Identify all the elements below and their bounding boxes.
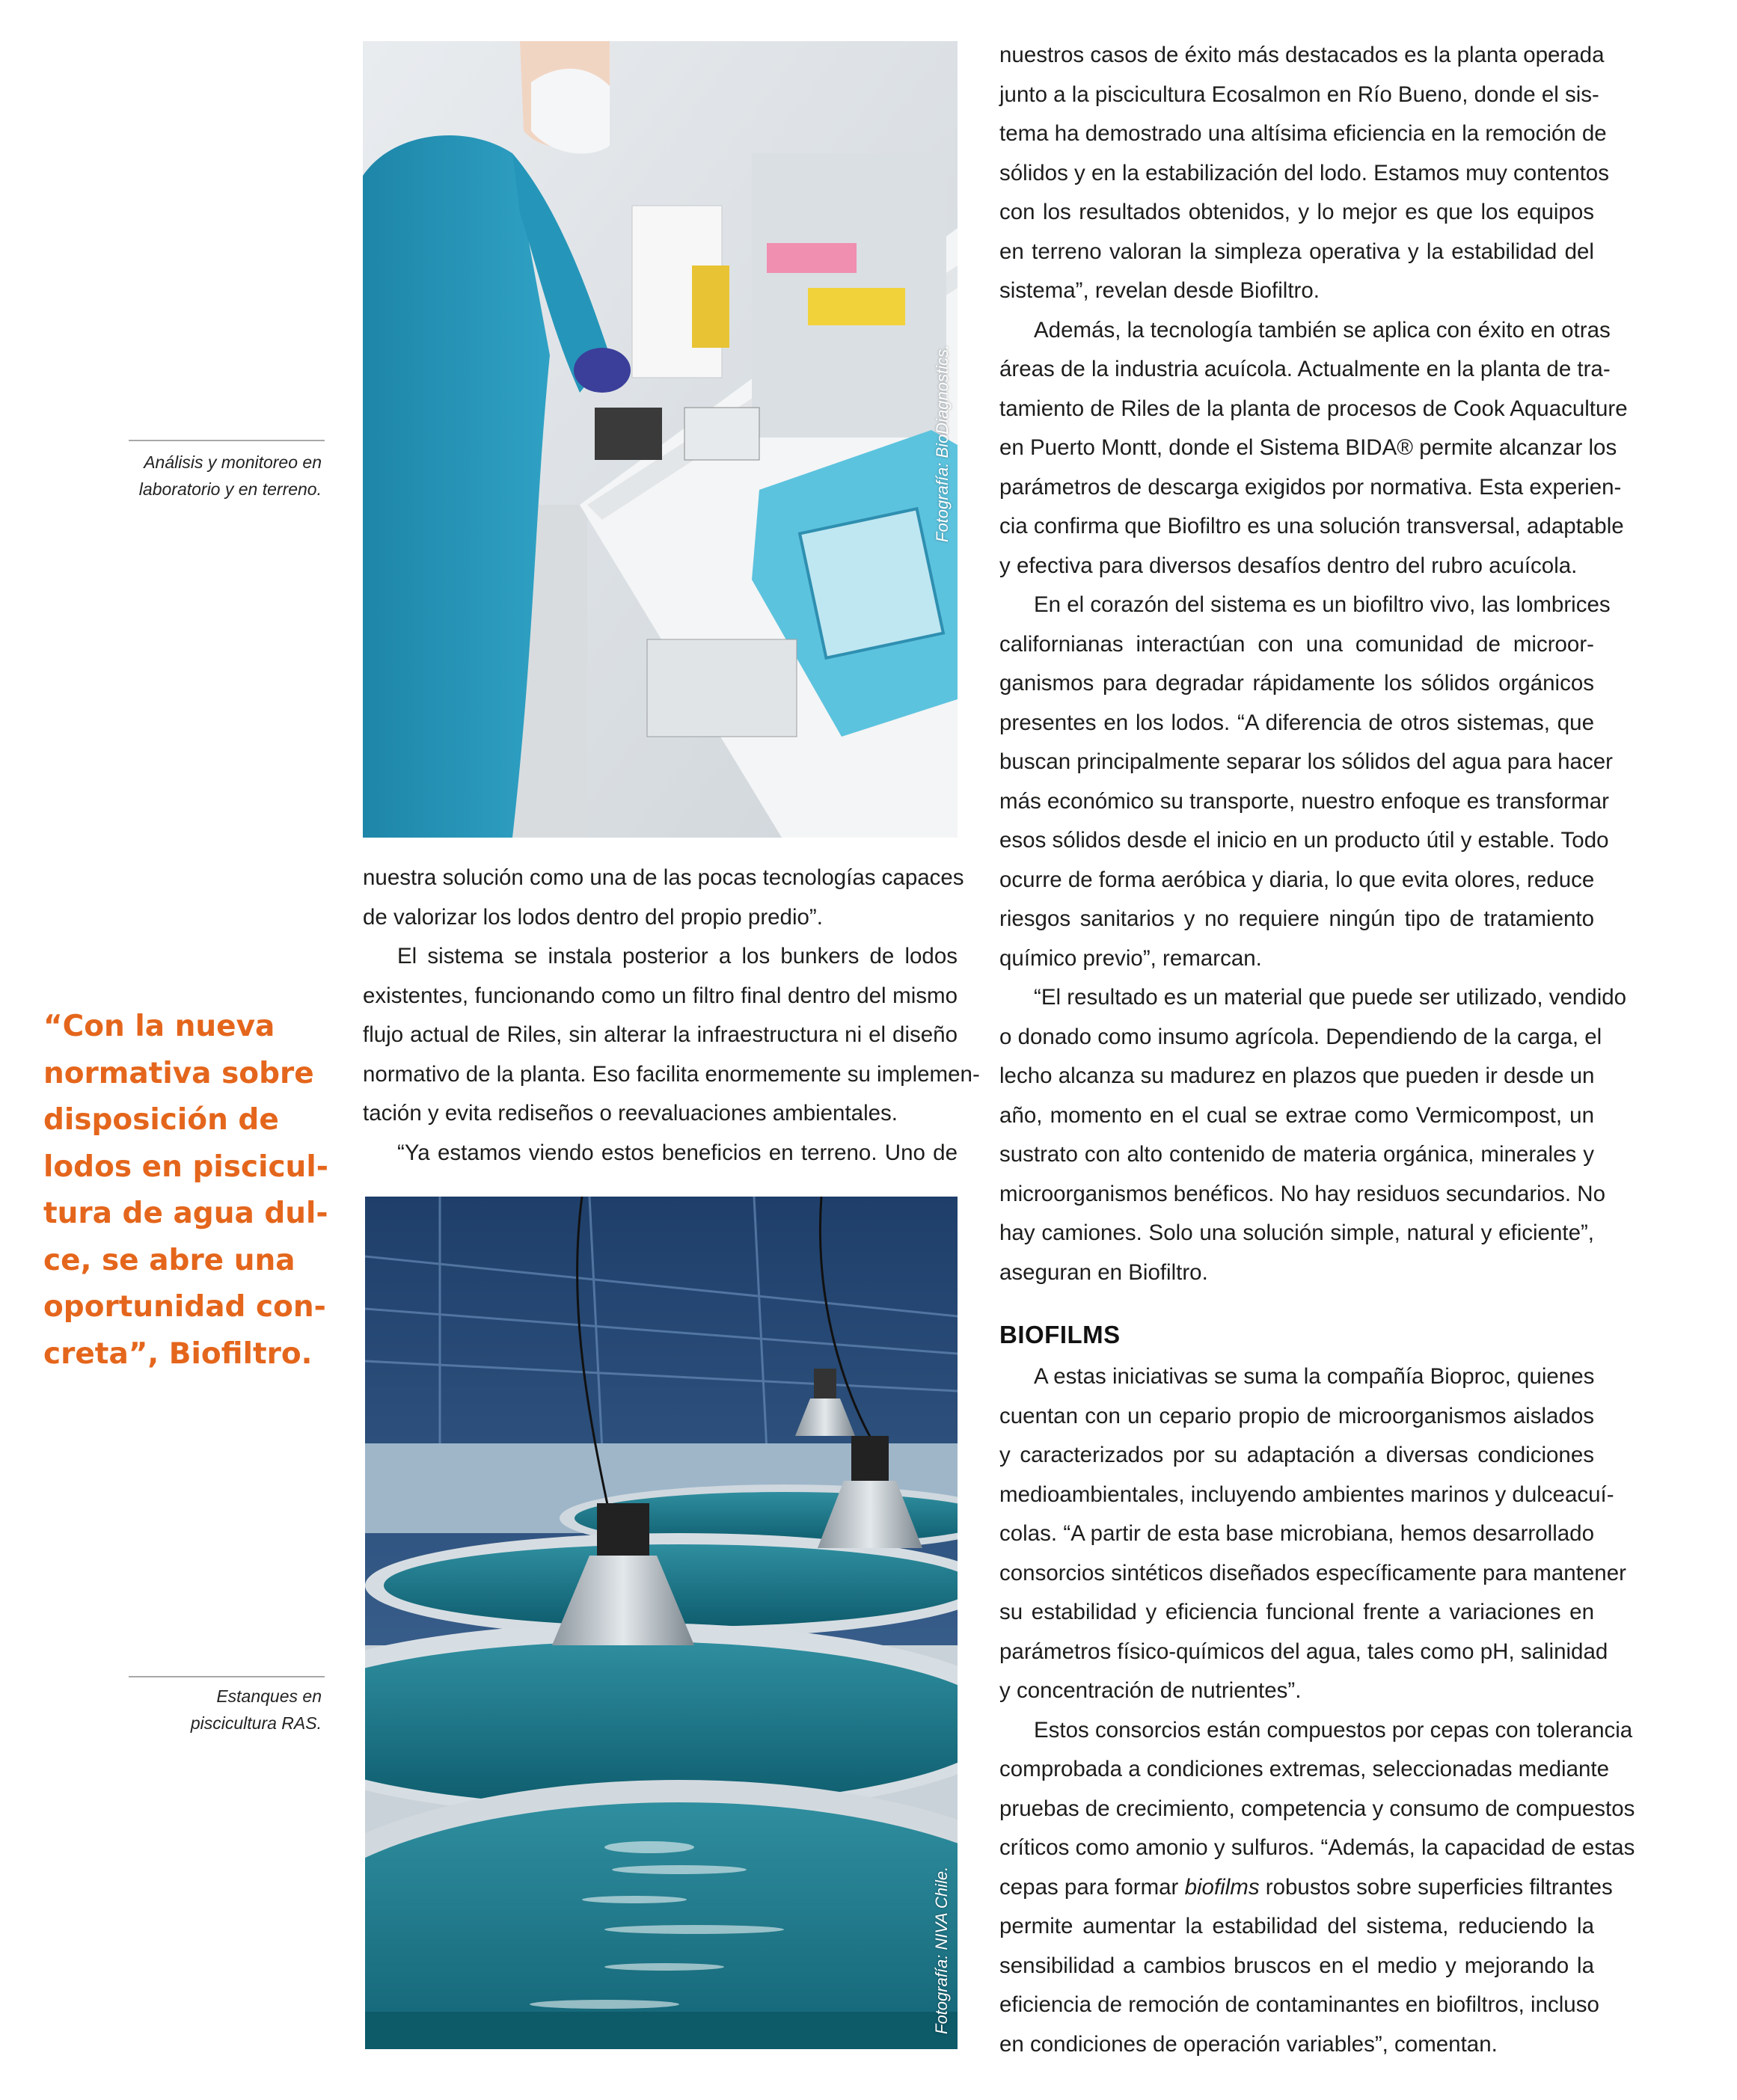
text-line: ganismos para degradar rápidamente los sólidos orgánicos [999,671,1594,696]
text-line: presentes en los lodos. “A diferencia de otros sistemas, que [999,710,1594,735]
ras-photo-illustration [365,1197,958,2049]
text-line: normativo de la planta. Eso facilita enormemente su implemen- [363,1061,980,1087]
text-line: y efectiva para diversos desafíos dentro del rubro acuícola. [999,553,1578,578]
ras-photo [365,1197,958,2049]
text-line: áreas de la industria acuícola. Actualmente en la planta de tra- [999,357,1611,381]
text-line: riesgos sanitarios y no requiere ningún tipo de tratamiento [999,906,1594,931]
text-line: existentes, funcionando como un filtro final dentro del mismo [363,983,958,1008]
text-line: tema ha demostrado una altísima eficiencia en la remoción de [999,121,1607,146]
pull-quote-line: disposición de [43,1103,279,1137]
pull-quote-line: creta”, Biofiltro. [43,1336,313,1371]
pull-quote-line: tura de agua dul- [43,1197,328,1230]
text-line: consorcios sintéticos diseñados específicamente para mantener [999,1560,1626,1585]
text-line: tamiento de Riles de la planta de procesos de Cook Aquaculture [999,396,1628,421]
text-line: en Puerto Montt, donde el Sistema BIDA® permite alcanzar los [999,435,1617,460]
text-line: sustrato con alto contenido de materia orgánica, minerales y [999,1142,1594,1167]
text-line: más económico su transporte, nuestro enfoque es transformar [999,788,1609,814]
text-line: Estos consorcios están compuestos por cepas con tolerancia [1034,1717,1633,1743]
caption-lab-line-2: laboratorio y en terreno. [138,479,322,499]
caption-lab-line-1: Análisis y monitoreo en [144,452,322,472]
pull-quote-line: oportunidad con- [43,1290,326,1324]
text-line: “Ya estamos viendo estos beneficios en terreno. Uno de [397,1140,958,1165]
text-line: de valorizar los lodos dentro del propio predio”. [363,904,823,930]
text-line: o donado como insumo agrícola. Dependiendo de la carga, el [999,1024,1602,1049]
text-line: nuestra solución como una de las pocas tecnologías capaces [363,865,964,890]
text-line: cuentan con un cepario propio de microorganismos aislados [999,1403,1594,1428]
lab-photo-credit: Fotografía: BioDiagnostics. [933,344,952,542]
pull-quote-line: “Con la nueva [43,1010,275,1043]
text-line: medioambientales, incluyendo ambientes marinos y dulceacuí- [999,1482,1614,1507]
text-line: flujo actual de Riles, sin alterar la infraestructura ni el diseño [363,1022,958,1047]
text-line: sistema”, revelan desde Biofiltro. [999,278,1320,303]
biofilms-text [999,1357,1635,2064]
pull-quote-line: normativa sobre [43,1056,314,1090]
caption-rule-ras [129,1676,325,1677]
text-line: químico previo”, remarcan. [999,945,1262,971]
text-line: comprobada a condiciones extremas, seleccionadas mediante [999,1757,1609,1781]
caption-ras-line-1: Estanques en [216,1686,322,1706]
text-line: colas. “A partir de esta base microbiana, hemos desarrollado [999,1521,1594,1546]
text-line: buscan principalmente separar los sólidos del agua para hacer [999,749,1613,774]
text-line: californianas interactúan con una comunidad de microor- [999,631,1594,657]
text-line: cia confirma que Biofiltro es una solución transversal, adaptable [999,514,1624,538]
text-line: Además, la tecnología también se aplica con éxito en otras [1034,317,1611,343]
caption-lab [90,449,322,503]
text-line: hay camiones. Solo una solución simple, natural y eficiente”, [999,1221,1594,1245]
text-line: críticos como amonio y sulfuros. “Además, la capacidad de estas [999,1835,1635,1860]
text-fragment-italic: biofilms [1184,1874,1260,1900]
ras-photo-credit: Fotografía: NIVA Chile. [932,1866,951,2034]
middle-column-text [363,859,980,1173]
text-line: con los resultados obtenidos, y lo mejor es que los equipos [999,200,1594,224]
text-line: parámetros físico-químicos del agua, tales como pH, salinidad [999,1639,1608,1664]
text-line: A estas iniciativas se suma la compañía Bioproc, quienes [1034,1364,1595,1389]
right-column-text [999,36,1628,1292]
text-line: y caracterizados por su adaptación a diversas condiciones [999,1443,1594,1467]
text-line: En el corazón del sistema es un biofiltro vivo, las lombrices [1034,592,1611,617]
pull-quote [43,1004,343,1378]
text-line: pruebas de crecimiento, competencia y consumo de compuestos [999,1796,1635,1821]
text-line: tación y evita rediseños o reevaluaciones ambientales. [363,1101,898,1126]
pull-quote-line: ce, se abre una [43,1243,295,1277]
text-line: nuestros casos de éxito más destacados es la planta operada [999,43,1605,67]
section-heading-biofilms: BIOFILMS [999,1321,1121,1348]
text-line: sólidos y en la estabilización del lodo. Estamos muy contentos [999,160,1609,185]
lab-photo-illustration [363,41,958,838]
text-fragment: robustos sobre superficies filtrantes [1259,1874,1613,1900]
caption-ras [90,1683,322,1737]
text-line: microorganismos benéficos. No hay residuos secundarios. No [999,1181,1605,1206]
caption-rule-lab [129,440,325,441]
caption-ras-line-2: piscicultura RAS. [190,1713,322,1733]
text-line: esos sólidos desde el inicio en un producto útil y estable. Todo [999,828,1609,853]
text-line: eficiencia de remoción de contaminantes en biofiltros, incluso [999,1992,1599,2017]
text-fragment: cepas para formar [999,1874,1185,1900]
pull-quote-line: lodos en piscicul- [43,1149,328,1184]
text-line: aseguran en Biofiltro. [999,1259,1208,1285]
text-line: ocurre de forma aeróbica y diaria, lo que evita olores, reduce [999,867,1595,892]
text-line: y concentración de nutrientes”. [999,1678,1302,1703]
text-line: junto a la piscicultura Ecosalmon en Río Bueno, donde el sis- [999,82,1599,107]
text-line: sensibilidad a cambios bruscos en el medio y mejorando la [999,1953,1594,1978]
text-line: en terreno valoran la simpleza operativa y la estabilidad del [999,239,1594,264]
lab-photo [363,41,958,838]
text-line: en condiciones de operación variables”, comentan. [999,2031,1498,2057]
text-line: parámetros de descarga exigidos por normativa. Esta experien- [999,474,1622,500]
text-line: El sistema se instala posterior a los bunkers de lodos [397,944,958,968]
text-line: lecho alcanza su madurez en plazos que pueden ir desde un [999,1063,1595,1088]
text-line: año, momento en el cual se extrae como Vermicompost, un [999,1102,1594,1128]
text-line: permite aumentar la estabilidad del sistema, reduciendo la [999,1914,1594,1938]
text-line-mixed [999,1868,1613,1908]
text-line: su estabilidad y eficiencia funcional frente a variaciones en [999,1600,1594,1624]
text-line: “El resultado es un material que puede ser utilizado, vendido [1034,985,1627,1010]
